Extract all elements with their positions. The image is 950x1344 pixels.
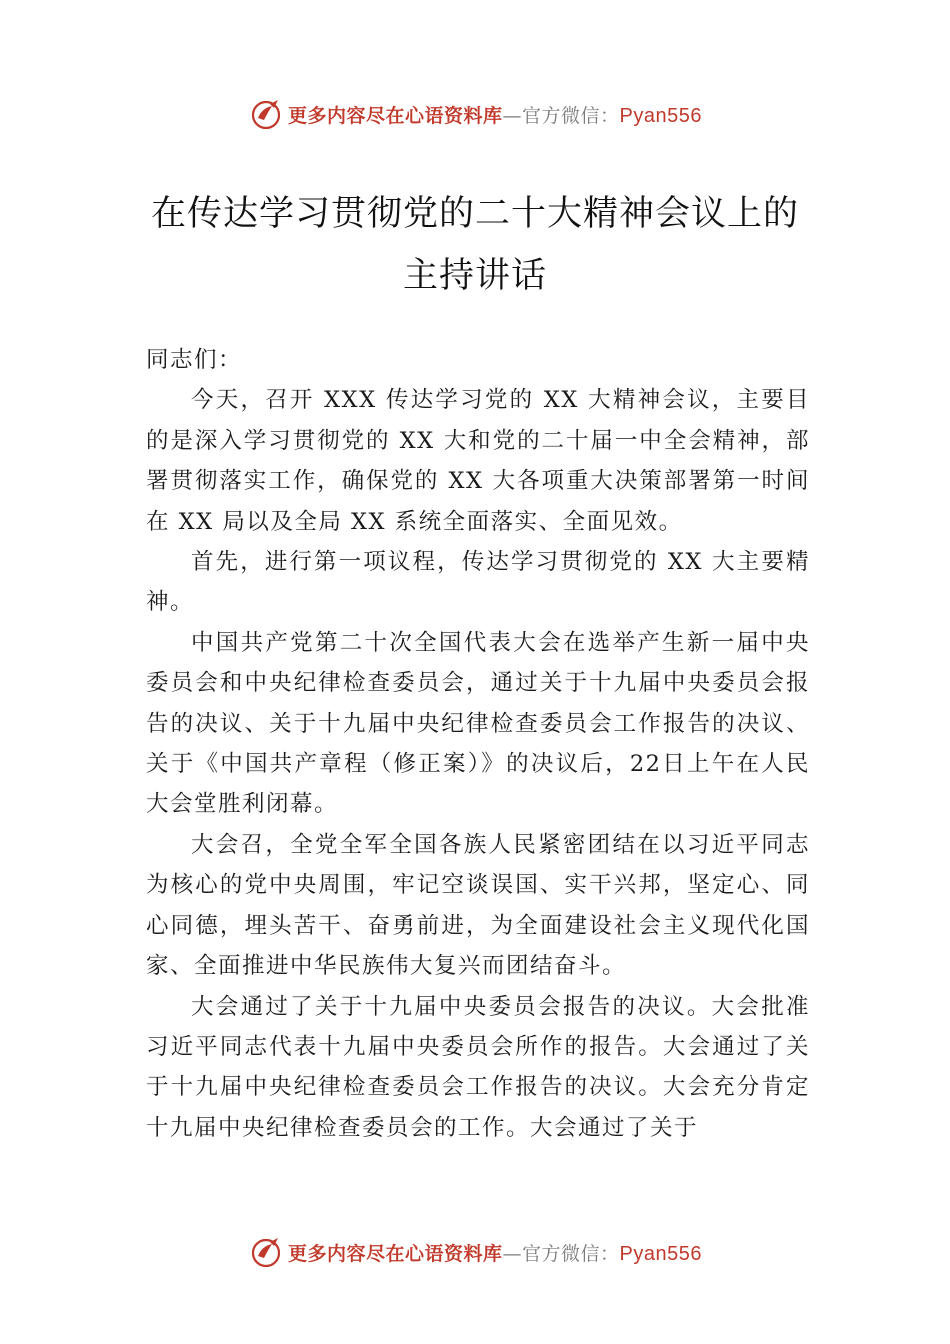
body-paragraph: 今天，召开 XXX 传达学习党的 XX 大精神会议，主要目的是深入学习贯彻党的 XX 大和党的二十届一中全会精神，部署贯彻落实工作，确保党的 XX 大各项重大决策部署第一时间在 XX 局以及全局 XX 系统全面落实、全面见效。	[146, 387, 810, 535]
document-title-line1: 在传达学习贯彻党的二十大精神会议上的	[150, 194, 799, 234]
body-paragraph: 首先，进行第一项议程，传达学习贯彻党的 XX 大主要精神。	[146, 549, 810, 616]
banner-wechat-id: Pyan556	[619, 104, 702, 127]
salutation: 同志们：	[146, 347, 243, 373]
brand-logo-icon	[248, 96, 284, 132]
banner-promo-text: 更多内容尽在心语资料库	[288, 1242, 503, 1265]
banner-wechat-label: 官方微信：	[522, 1242, 620, 1265]
banner-text	[288, 1239, 702, 1266]
body-paragraph: 中国共产党第二十次全国代表大会在选举产生新一届中央委员会和中央纪律检查委员会，通过关于十九届中央委员会报告的决议、关于十九届中央纪律检查委员会工作报告的决议、关于《中国共产章程（修正案）》的决议后，22日上午在人民大会堂胜利闭幕。	[146, 629, 810, 818]
body-paragraph: 大会通过了关于十九届中央委员会报告的决议。大会批准习近平同志代表十九届中央委员会所作的报告。大会通过了关于十九届中央纪律检查委员会工作报告的决议。大会充分肯定十九届中央纪律检查委员会的工作。大会通过了关于	[146, 993, 810, 1141]
header-banner	[0, 94, 950, 134]
body-paragraph: 大会召，全党全军全国各族人民紧密团结在以习近平同志为核心的党中央周围，牢记空谈误国、实干兴邦，坚定心、同心同德，埋头苦干、奋勇前进，为全面建设社会主义现代化国家、全面推进中华民族伟大复兴而团结奋斗。	[146, 831, 810, 980]
document-title-line2: 主持讲话	[402, 256, 547, 296]
footer-banner	[0, 1232, 950, 1272]
banner-dash: —	[502, 1242, 523, 1265]
banner-text	[288, 101, 702, 128]
banner-dash: —	[502, 104, 523, 127]
banner-promo-text: 更多内容尽在心语资料库	[288, 104, 503, 127]
banner-wechat-label: 官方微信：	[522, 104, 620, 127]
brand-logo-icon	[248, 1234, 284, 1270]
document-body	[146, 340, 810, 1148]
banner-wechat-id: Pyan556	[619, 1242, 702, 1265]
